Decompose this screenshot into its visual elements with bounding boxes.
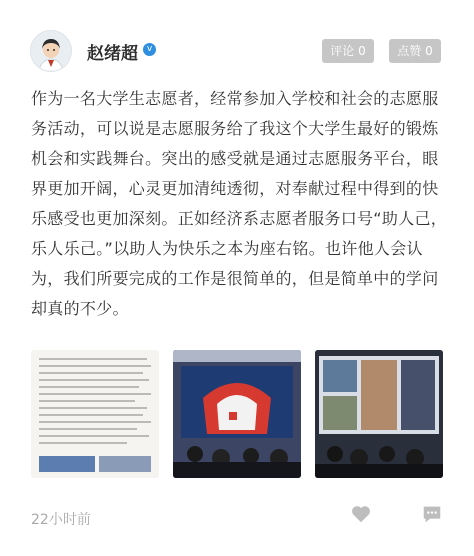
- post-text: 作为一名大学生志愿者，经常参加入学校和社会的志愿服务活动，可以说是志愿服务给了我这个大学生最好的锻炼机会和实践舞台。突出的感受就是通过志愿服务平台，眼界更加开阔，心灵更加清纯透彻，对奉献过程中得到的快乐感受也更加深刻。正如经济系志愿者服务口号“助人己，乐人乐己。”以助人为快乐之本为座右铭。也许他人会认为，我们所要完成的工作是很简单的，但是简单中的学问却真的不少。: [31, 89, 448, 318]
- username[interactable]: 赵绪超: [87, 44, 138, 64]
- heart-icon[interactable]: [350, 503, 372, 525]
- image-grid: [31, 350, 443, 478]
- like-button[interactable]: 点赞 0: [389, 39, 441, 63]
- post-header: [0, 0, 474, 78]
- avatar-illustration: [31, 31, 71, 71]
- post-image-event-stage[interactable]: [173, 350, 301, 478]
- comment-icon[interactable]: [421, 503, 443, 525]
- post-timestamp: 22小时前: [31, 512, 91, 528]
- comment-button[interactable]: 评论 0: [322, 39, 374, 63]
- verified-badge-icon: v: [143, 43, 156, 56]
- avatar[interactable]: [30, 30, 72, 72]
- post-image-presentation[interactable]: [315, 350, 443, 478]
- post-image-text-screenshot[interactable]: [31, 350, 159, 478]
